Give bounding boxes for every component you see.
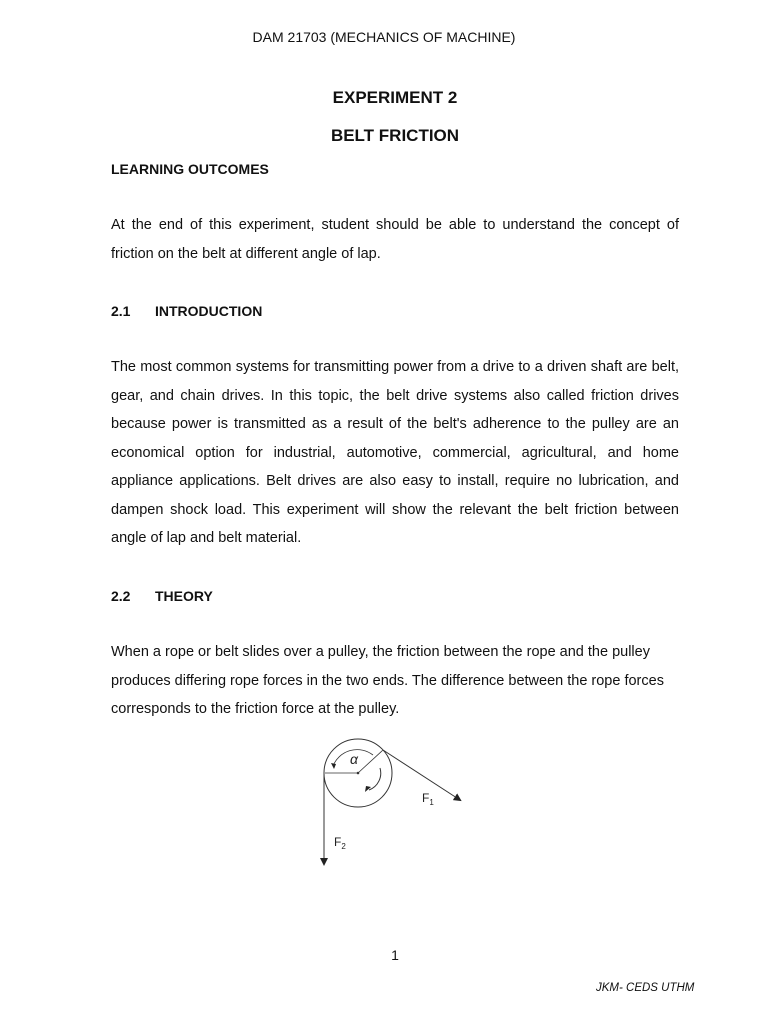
rotation-arrow-icon — [365, 786, 371, 792]
experiment-number-title: EXPERIMENT 2 — [332, 88, 458, 107]
page-number: 1 — [391, 947, 399, 963]
learning-outcomes-heading: LEARNING OUTCOMES — [111, 161, 269, 177]
angle-alpha-label: α — [350, 751, 358, 767]
experiment-name: BELT FRICTION — [330, 126, 460, 145]
introduction-text: The most common systems for transmitting power from a drive to a driven shaft are belt, gear, and chain drives. In this topic, the belt drive systems also called friction drives because power is transmitted as a result of the belt's adherence to the pulley are an economical option for industrial, automotive, commercial, agricultural, and home appliance applications. Belt drives are also easy to install, require no lubrication, and dampen shock load. This experiment will show the relevant the belt friction between angle of lap and belt material. — [111, 359, 679, 546]
theory-heading — [111, 588, 213, 604]
introduction-title: INTRODUCTION — [155, 303, 263, 319]
rotation-arc — [369, 768, 381, 790]
introduction-number: 2.1 — [111, 303, 131, 319]
pulley-center — [357, 772, 360, 775]
page-header: DAM 21703 (MECHANICS OF MACHINE) — [252, 29, 516, 45]
force-2-label: $F_2$ — [334, 835, 346, 851]
theory-number: 2.2 — [111, 588, 131, 604]
belt-friction-diagram — [310, 738, 480, 870]
theory-title: THEORY — [155, 588, 213, 604]
theory-text: When a rope or belt slides over a pulley, the friction between the rope and the pulley produces differing rope forces in the two ends. The difference between the rope forces corresponds to the friction force at the pulley. — [111, 644, 664, 717]
force-1-label: $F_1$ — [422, 791, 434, 807]
lap-angle-arrow-icon — [331, 763, 336, 769]
learning-outcomes-text: At the end of this experiment, student should be able to understand the concept of friction on the belt at different angle of lap. — [111, 217, 679, 262]
footer-organization: JKM- CEDS UTHM — [596, 982, 695, 994]
introduction-heading — [111, 303, 262, 319]
